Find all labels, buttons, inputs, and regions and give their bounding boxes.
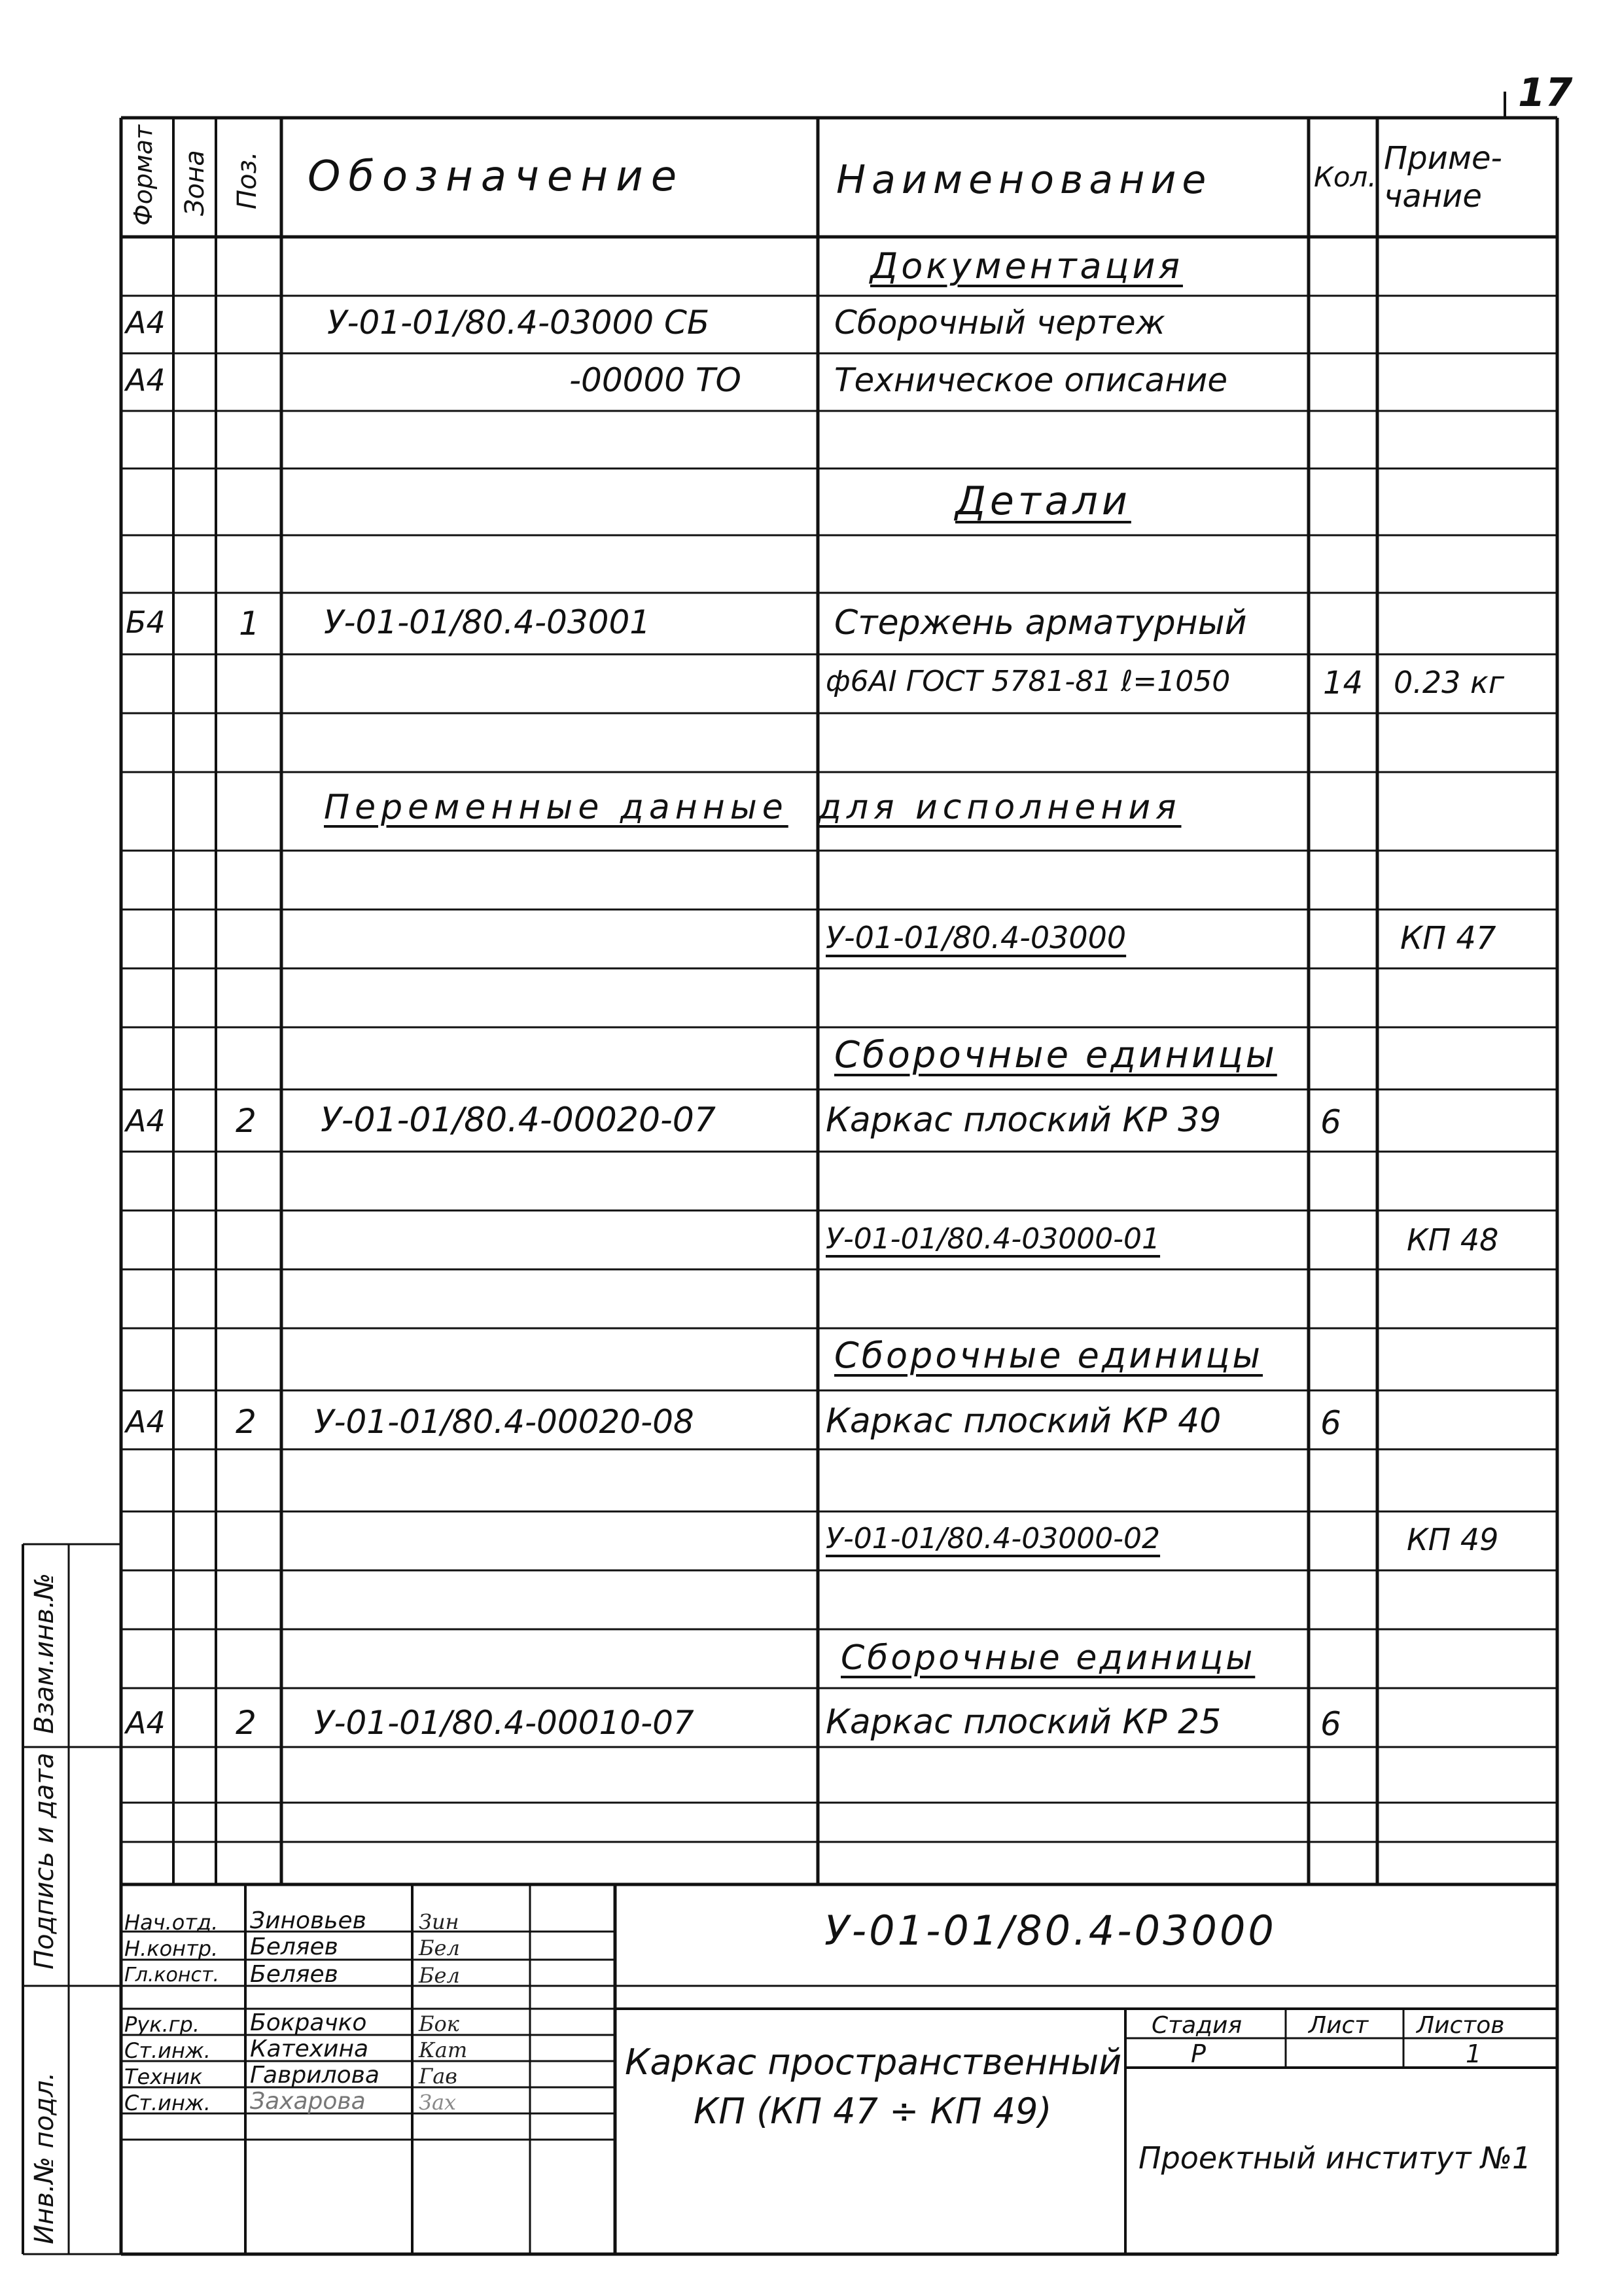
role-6: Техник xyxy=(124,2064,203,2089)
signature-3: Бел xyxy=(419,1963,460,1988)
sheet-label: Лист xyxy=(1309,2012,1369,2039)
row2-designation: У-01-01/80.4-03000 СБ xyxy=(327,304,710,342)
signature-7: Зах xyxy=(419,2090,457,2115)
role-3: Гл.конст. xyxy=(124,1964,220,1987)
header-note-line2: чание xyxy=(1384,178,1482,215)
organization: Проектный институт №1 xyxy=(1138,2140,1532,2176)
section-assembly-1: Сборочные единицы xyxy=(834,1034,1277,1076)
row7-designation: У-01-01/80.4-03001 xyxy=(324,603,651,641)
sheets-label: Листов xyxy=(1417,2012,1505,2039)
stage-value: Р xyxy=(1191,2040,1206,2068)
row19-format: А4 xyxy=(126,1404,166,1439)
signature-5: Кат xyxy=(419,2038,468,2062)
row7-format: Б4 xyxy=(126,605,166,640)
row3-format: А4 xyxy=(126,362,166,398)
side-stamp-podpis-data: Подпись и дата xyxy=(29,1752,60,1969)
doc-number: У-01-01/80.4-03000 xyxy=(824,1907,1277,1954)
header-designation: Обозначение xyxy=(308,152,685,201)
name-7: Захарова xyxy=(250,2088,366,2115)
row3-designation: -00000 ТО xyxy=(569,361,741,399)
section-details: Детали xyxy=(955,478,1131,524)
section-assembly-3: Сборочные единицы xyxy=(841,1638,1256,1678)
row15-format: А4 xyxy=(126,1103,166,1139)
signature-4: Бок xyxy=(419,2011,459,2036)
row19-qty: 6 xyxy=(1320,1404,1341,1442)
row21-variant: У-01-01/80.4-03000-02 xyxy=(826,1522,1161,1555)
name-1: Зиновьев xyxy=(250,1907,366,1934)
name-3: Беляев xyxy=(250,1961,338,1988)
row17-note: КП 48 xyxy=(1407,1222,1499,1258)
header-note-line1: Приме- xyxy=(1384,140,1502,177)
row15-designation: У-01-01/80.4-00020-07 xyxy=(321,1101,716,1140)
row24-name: Каркас плоский КР 25 xyxy=(826,1703,1222,1742)
row24-designation: У-01-01/80.4-00010-07 xyxy=(314,1704,694,1742)
name-5: Катехина xyxy=(250,2036,369,2062)
role-7: Ст.инж. xyxy=(124,2091,211,2115)
signature-6: Гав xyxy=(419,2064,457,2089)
variable-data-right: для исполнения xyxy=(818,788,1182,827)
sheets-value: 1 xyxy=(1466,2040,1482,2068)
signature-2: Бел xyxy=(419,1935,460,1960)
header-name: Наименование xyxy=(836,157,1212,203)
row8-qty: 14 xyxy=(1323,665,1364,701)
row3-name: Техническое описание xyxy=(834,361,1228,399)
role-5: Ст.инж. xyxy=(124,2038,211,2063)
row17-variant: У-01-01/80.4-03000-01 xyxy=(826,1222,1161,1256)
header-qty: Кол. xyxy=(1314,161,1377,193)
row24-qty: 6 xyxy=(1320,1705,1341,1743)
row8-name: ф6АI ГОСТ 5781-81 ℓ=1050 xyxy=(826,665,1231,698)
row7-pos: 1 xyxy=(239,605,260,643)
role-2: Н.контр. xyxy=(124,1936,219,1961)
row19-name: Каркас плоский КР 40 xyxy=(826,1402,1222,1441)
row7-name: Стержень арматурный xyxy=(834,603,1247,643)
role-1: Нач.отд. xyxy=(124,1910,219,1935)
header-format: Формат xyxy=(129,124,158,226)
side-stamp-vzam-inv: Взам.инв.№ xyxy=(29,1572,60,1734)
stage-label: Стадия xyxy=(1152,2012,1243,2039)
row15-name: Каркас плоский КР 39 xyxy=(826,1101,1222,1140)
header-pos: Поз. xyxy=(232,151,262,209)
title-line-2: КП (КП 47 ÷ КП 49) xyxy=(694,2091,1052,2132)
role-4: Рук.гр. xyxy=(124,2012,200,2037)
row19-designation: У-01-01/80.4-00020-08 xyxy=(314,1403,694,1441)
name-2: Беляев xyxy=(250,1934,338,1960)
row19-pos: 2 xyxy=(236,1403,256,1441)
signature-1: Зин xyxy=(419,1909,459,1934)
section-documentation: Документация xyxy=(870,245,1183,287)
page-number: 17 xyxy=(1518,70,1573,116)
row24-format: А4 xyxy=(126,1705,166,1740)
name-4: Бокрачко xyxy=(250,2009,367,2036)
header-zone: Зона xyxy=(180,150,210,216)
row15-qty: 6 xyxy=(1320,1103,1341,1141)
row24-pos: 2 xyxy=(236,1704,256,1742)
row2-name: Сборочный чертеж xyxy=(834,304,1165,342)
row21-note: КП 49 xyxy=(1407,1522,1499,1557)
side-stamp-inv-podl: Инв.№ подл. xyxy=(29,2072,60,2244)
name-6: Гаврилова xyxy=(250,2062,379,2089)
section-assembly-2: Сборочные единицы xyxy=(834,1335,1263,1376)
row8-note: 0.23 кг xyxy=(1394,665,1504,700)
row2-format: А4 xyxy=(126,305,166,340)
row12-note: КП 47 xyxy=(1400,920,1496,957)
row12-variant: У-01-01/80.4-03000 xyxy=(826,920,1127,955)
variable-data-left: Переменные данные xyxy=(324,788,788,827)
row15-pos: 2 xyxy=(236,1102,256,1140)
title-line-1: Каркас пространственный xyxy=(625,2041,1122,2083)
